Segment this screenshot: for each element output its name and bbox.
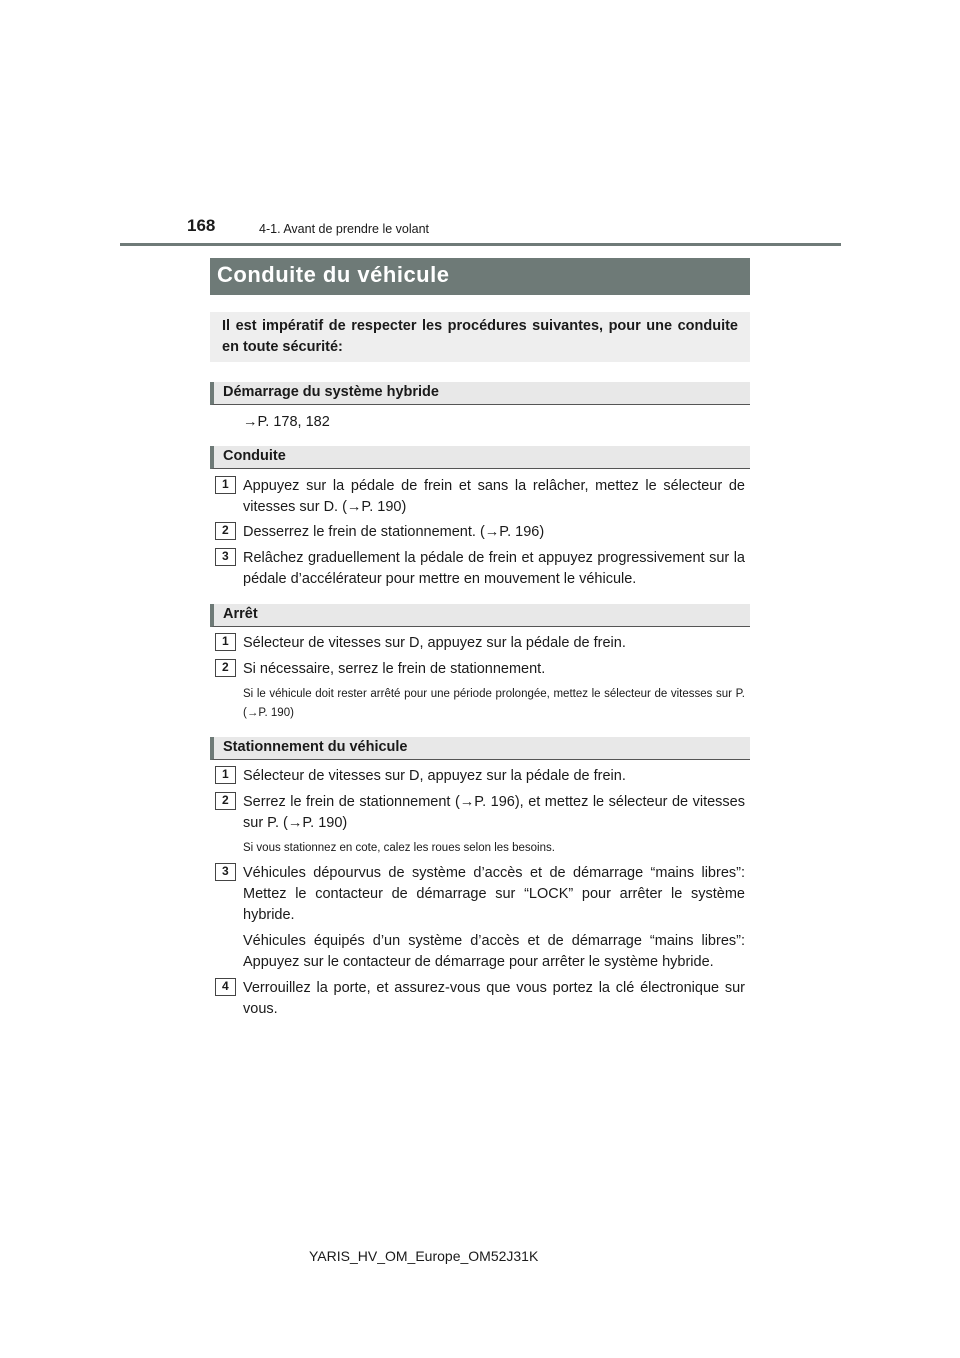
header-rule [120, 243, 841, 246]
subheading-stop [210, 604, 750, 627]
step-number: 2 [215, 792, 236, 810]
footer-code: YARIS_HV_OM_Europe_OM52J31K [309, 1248, 539, 1264]
step-number: 2 [215, 659, 236, 677]
step-text: Desserrez le frein de stationnement. (→P. 196) [243, 524, 545, 540]
page-title: Conduite du véhicule [217, 262, 450, 287]
step-text: Si nécessaire, serrez le frein de stationnement. [243, 661, 546, 677]
subheading-label: Démarrage du système hybride [223, 384, 439, 400]
subheading-driving [210, 446, 750, 469]
subheading-parking [210, 737, 750, 760]
page-number: 168 [187, 216, 216, 235]
step-text: Sélecteur de vitesses sur D, appuyez sur la pédale de frein. [243, 768, 626, 784]
step-text: Sélecteur de vitesses sur D, appuyez sur la pédale de frein. [243, 635, 626, 651]
start-reference[interactable]: →P. 178, 182 [243, 414, 330, 430]
parking-note: Si vous stationnez en cote, calez les roues selon les besoins. [243, 842, 555, 854]
title-bar [210, 258, 750, 295]
step-number: 3 [215, 548, 236, 566]
step-number: 1 [215, 633, 236, 651]
step-number: 1 [215, 766, 236, 784]
subheading-start [210, 382, 750, 405]
step-number: 4 [215, 978, 236, 996]
step-number: 2 [215, 522, 236, 540]
section-reference: 4-1. Avant de prendre le volant [259, 222, 430, 236]
step-number: 1 [215, 476, 236, 494]
step-text: Véhicules dépourvus de système d’accès et de démarrage “mains libres”: Mettez le contacteur de démarrage sur “LOCK” pour arrêter le système hybride. [243, 865, 745, 923]
step-number: 3 [215, 863, 236, 881]
subheading-label: Arrêt [223, 606, 258, 622]
stop-note: Si le véhicule doit rester arrêté pour une période prolongée, mettez le sélecteur de vitesses sur P. (→P. 190) [243, 688, 745, 719]
step-text-extra: Véhicules équipés d’un système d’accès et de démarrage “mains libres”: Appuyez sur le contacteur de démarrage pour arrêter le système hybride. [243, 933, 745, 970]
intro-box [210, 312, 750, 362]
subheading-label: Conduite [223, 448, 286, 464]
step-text: Verrouillez la porte, et assurez-vous que vous portez la clé électronique sur vous. [243, 980, 745, 1017]
step-text: Relâchez graduellement la pédale de frein et appuyez progressivement sur la pédale d’accélérateur pour mettre en mouvement le véhicule. [243, 550, 745, 587]
subheading-label: Stationnement du véhicule [223, 739, 408, 755]
step-text: Appuyez sur la pédale de frein et sans la relâcher, mettez le sélecteur de vitesses sur D. (→P. 190) [243, 478, 745, 515]
intro-text: Il est impératif de respecter les procédures suivantes, pour une conduite en toute sécurité: [222, 318, 738, 355]
step-text: Serrez le frein de stationnement (→P. 196), et mettez le sélecteur de vitesses sur P. (→P. 190) [243, 794, 745, 831]
